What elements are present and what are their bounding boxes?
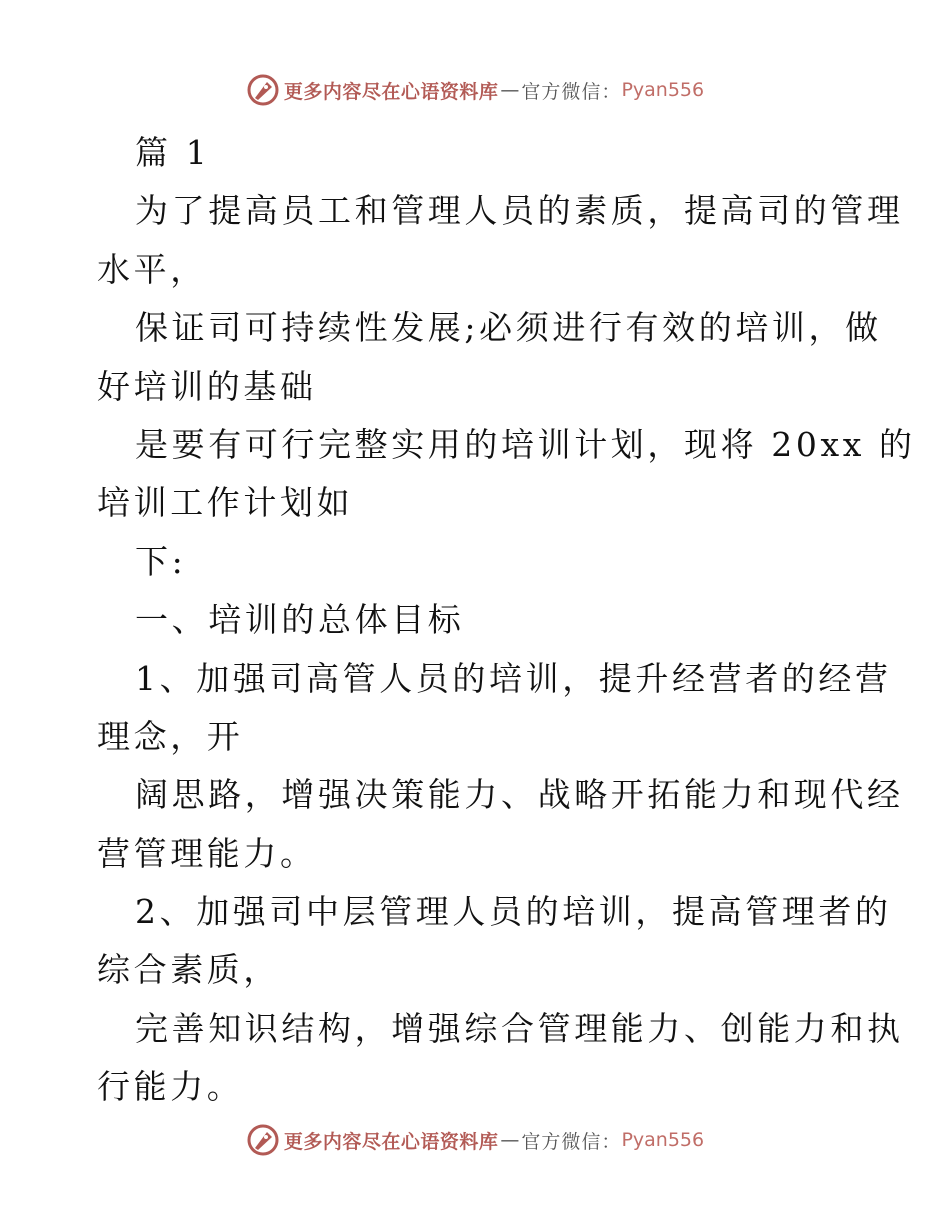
document-body (97, 124, 916, 1117)
paragraph-line: 好培训的基础 (97, 366, 317, 406)
pen-nib-logo-icon (246, 1123, 280, 1157)
paragraph-line: 2、加强司中层管理人员的培训，提高管理者的 (135, 892, 892, 932)
subheading: 一、培训的总体目标 (135, 600, 465, 640)
header-banner (0, 70, 950, 110)
paragraph-line: 营管理能力。 (97, 833, 317, 873)
paragraph-line: 1、加强司高管人员的培训，提升经营者的经营 (135, 658, 892, 698)
footer-wechat-id: Pyan556 (621, 1129, 705, 1151)
paragraph-line: 水平， (97, 249, 207, 289)
paragraph-line: 理念，开 (97, 716, 244, 756)
pen-nib-logo-icon (246, 73, 280, 107)
paragraph-line: 为了提高员工和管理人员的素质，提高司的管理 (135, 191, 904, 231)
footer-separator: — (500, 1129, 520, 1151)
footer-banner (0, 1120, 950, 1160)
footer-wechat-label: 官方微信： (521, 1130, 622, 1153)
paragraph-line: 保证司可持续性发展;必须进行有效的培训，做 (135, 308, 882, 348)
header-wechat-label: 官方微信： (521, 80, 622, 103)
header-wechat-id: Pyan556 (621, 79, 705, 101)
paragraph-line: 是要有可行完整实用的培训计划，现将 20xx 的 (135, 424, 916, 464)
paragraph-line: 阔思路，增强决策能力、战略开拓能力和现代经 (135, 775, 904, 815)
paragraph-line: 下: (135, 541, 187, 581)
paragraph-line: 培训工作计划如 (97, 483, 354, 523)
section-heading: 篇 1 (135, 133, 211, 172)
header-separator: — (500, 79, 520, 101)
footer-site-text: 更多内容尽在心语资料库 (283, 1130, 499, 1153)
header-site-text: 更多内容尽在心语资料库 (283, 80, 499, 103)
paragraph-line: 完善知识结构，增强综合管理能力、创能力和执 (135, 1008, 904, 1048)
paragraph-line: 行能力。 (97, 1067, 244, 1107)
paragraph-line: 综合素质， (97, 950, 280, 990)
